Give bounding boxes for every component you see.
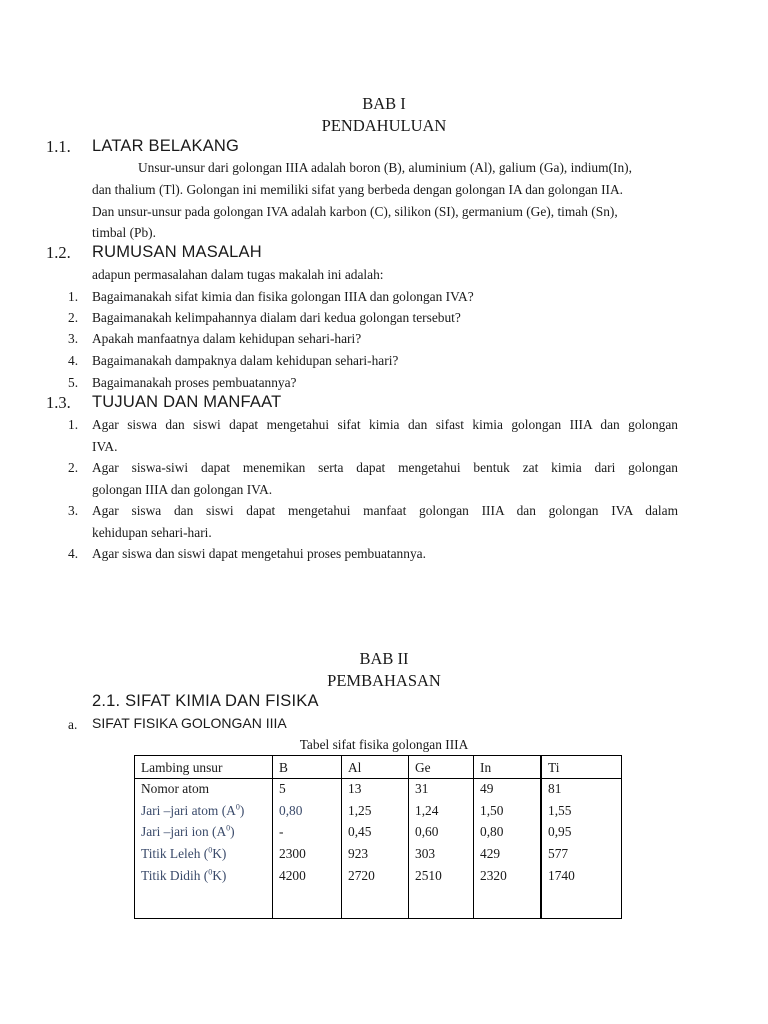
subsection-letter: a. <box>68 717 78 732</box>
list-item-continuation: golongan IIIA dan golongan IVA. <box>92 482 273 497</box>
list-item: Bagaimanakah sifat kimia dan fisika golongan IIIA dan golongan IVA? <box>92 289 474 304</box>
list-number: 5. <box>68 375 79 390</box>
table-header: Ge <box>415 760 431 775</box>
table-cell: 1,55 <box>548 803 572 818</box>
list-item: Agar siswa dan siswi dapat mengetahui proses pembuatannya. <box>92 546 426 561</box>
table-cell: 49 <box>480 781 494 796</box>
list-number: 2. <box>68 310 79 325</box>
chapter-subtitle: PENDAHULUAN <box>321 116 447 135</box>
section-title: 2.1. SIFAT KIMIA DAN FISIKA <box>92 692 319 710</box>
list-number: 3. <box>68 503 79 518</box>
subsection-title: SIFAT FISIKA GOLONGAN IIIA <box>92 715 287 731</box>
table-cell: 1,24 <box>415 803 439 818</box>
table-header: Lambing unsur <box>141 760 223 775</box>
list-number: 4. <box>68 546 79 561</box>
table-cell: 81 <box>548 781 562 796</box>
table-border <box>341 755 342 919</box>
list-item: Bagaimanakah dampaknya dalam kehidupan sehari-hari? <box>92 353 399 368</box>
table-cell: - <box>279 824 284 839</box>
section-title: TUJUAN DAN MANFAAT <box>92 393 282 411</box>
table-header: In <box>480 760 492 775</box>
table-cell: 0,60 <box>415 824 439 839</box>
list-item: Bagaimanakah proses pembuatannya? <box>92 375 297 390</box>
list-item: Agar siswa dan siswi dapat mengetahui sifat kimia dan sifast kimia golongan IIIA dan golongan <box>92 417 678 432</box>
table-border <box>540 755 542 919</box>
table-header: Al <box>348 760 362 775</box>
section-number: 1.2. <box>46 243 71 262</box>
table-border <box>473 755 474 919</box>
table-cell: 303 <box>415 846 436 861</box>
list-number: 1. <box>68 289 79 304</box>
list-item-continuation: kehidupan sehari-hari. <box>92 525 212 540</box>
table-cell: 2300 <box>279 846 306 861</box>
section-number: 1.3. <box>46 393 71 412</box>
table-border <box>272 755 273 919</box>
table-header: B <box>279 760 288 775</box>
paragraph-line: timbal (Pb). <box>92 225 156 240</box>
table-cell: 2510 <box>415 868 442 883</box>
list-number: 4. <box>68 353 79 368</box>
table-row-label: Jari –jari atom $(A^0)$ <box>141 802 245 818</box>
table-cell: 1740 <box>548 868 575 883</box>
paragraph-line: Dan unsur-unsur pada golongan IVA adalah karbon (C), silikon (SI), germanium (Ge), timah (Sn), <box>92 204 618 219</box>
table-row-label: Nomor atom <box>141 781 210 796</box>
table-cell: 4200 <box>279 868 306 883</box>
table-border <box>134 755 135 919</box>
table-cell: 0,45 <box>348 824 372 839</box>
section-title: RUMUSAN MASALAH <box>92 243 262 261</box>
table-cell: 0,95 <box>548 824 572 839</box>
list-item: Apakah manfaatnya dalam kehidupan sehari-hari? <box>92 331 362 346</box>
chapter-title: BAB I <box>362 94 406 113</box>
table-cell: 5 <box>279 781 286 796</box>
section-number: 1.1. <box>46 137 71 156</box>
list-number: 1. <box>68 417 79 432</box>
table-cell: 0,80 <box>480 824 504 839</box>
table-border <box>134 755 622 756</box>
chapter-title: BAB II <box>359 649 409 668</box>
table-cell: 31 <box>415 781 429 796</box>
table-border <box>621 755 622 919</box>
table-cell: 2320 <box>480 868 507 883</box>
section-intro: adapun permasalahan dalam tugas makalah ini adalah: <box>92 267 384 282</box>
list-item: Bagaimanakah kelimpahannya dialam dari kedua golongan tersebut? <box>92 310 461 325</box>
table-cell: 2720 <box>348 868 375 883</box>
list-item: Agar siswa dan siswi dapat mengetahui manfaat golongan IIIA dan golongan IVA dalam <box>92 503 678 518</box>
table-row-label: Titik Didih ($^0$K) <box>141 867 227 883</box>
table-border <box>408 755 409 919</box>
list-item-continuation: IVA. <box>92 439 118 454</box>
chapter-subtitle: PEMBAHASAN <box>327 671 441 690</box>
table-cell: 923 <box>348 846 369 861</box>
list-number: 3. <box>68 331 79 346</box>
paragraph-line: dan thalium (Tl). Golongan ini memiliki sifat yang berbeda dengan golongan IA dan golongan IIA. <box>92 182 624 197</box>
table-header: Ti <box>548 760 560 775</box>
list-item: Agar siswa-siwi dapat menemikan serta dapat mengetahui bentuk zat kimia dari golongan <box>92 460 678 475</box>
table-caption: Tabel sifat fisika golongan IIIA <box>299 737 469 752</box>
table-cell: 1,25 <box>348 803 372 818</box>
list-number: 2. <box>68 460 79 475</box>
table-cell: 577 <box>548 846 569 861</box>
table-cell: 1,50 <box>480 803 504 818</box>
table-cell: 0,80 <box>279 803 303 818</box>
section-title: LATAR BELAKANG <box>92 137 240 155</box>
table-cell: 429 <box>480 846 501 861</box>
paragraph-line: Unsur-unsur dari golongan IIIA adalah boron (B), aluminium (Al), galium (Ga), indium(In), <box>138 160 632 175</box>
table-row-label: Titik Leleh ($^0$K) <box>141 845 227 861</box>
table-cell: 13 <box>348 781 362 796</box>
table-border <box>134 918 622 919</box>
table-border <box>134 778 622 779</box>
table-row-label: Jari –jari ion $(A^0)$ <box>141 823 235 839</box>
